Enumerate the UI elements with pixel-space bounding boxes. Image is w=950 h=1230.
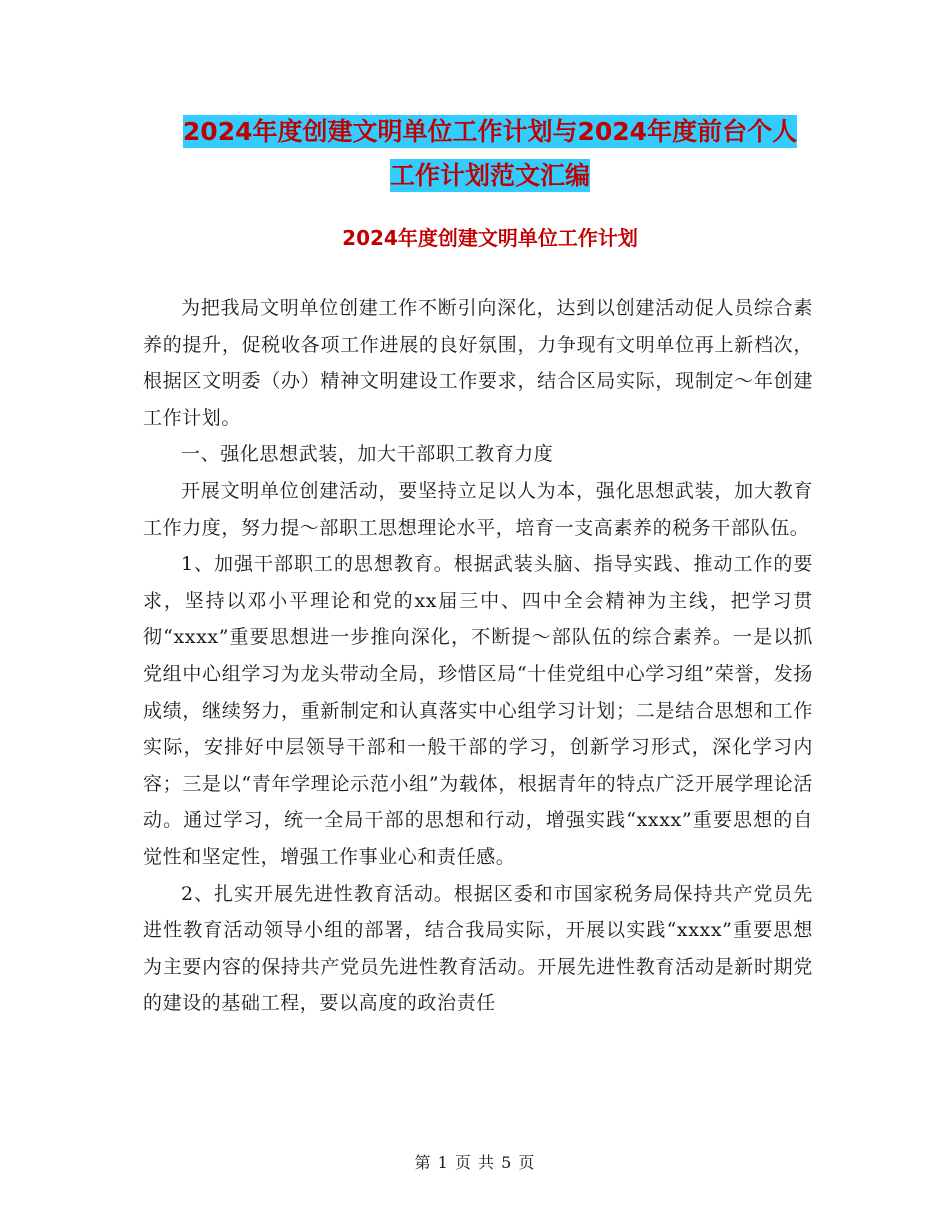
paragraph-heading-1: 一、强化思想武装，加大干部职工教育力度: [181, 443, 554, 466]
page-footer: 第 1 页 共 5 页: [414, 1153, 536, 1172]
document-title-line-2: [140, 154, 840, 198]
paragraph-3: 1、加强干部职工的思想教育。根据武装头脑、指导实践、推动工作的要求，坚持以邓小平理论和党的xx届三中、四中全会精神为主线，把学习贯彻“xxxx”重要思想进一步推向深化，不断提～部队伍的综合素养。一是以抓党组中心组学习为龙头带动全局，珍惜区局“十佳党组中心学习组”荣誉，发扬成绩，继续努力，重新制定和认真落实中心组学习计划；二是结合思想和工作实际，安排好中层领导干部和一般干部的学习，创新学习形式，深化学习内容；三是以“青年学理论示范小组”为载体，根据青年的特点广泛开展学理论活动。通过学习，统一全局干部的思想和行动，增强实践“xxxx”重要思想的自觉性和坚定性，增强工作事业心和责任感。: [143, 553, 813, 868]
document-title-line-1: [140, 110, 840, 154]
paragraph-2: 开展文明单位创建活动，要坚持立足以人为本，强化思想武装，加大教育工作力度，努力提～部职工思想理论水平，培育一支高素养的税务干部队伍。: [143, 479, 813, 539]
title-highlight: 工作计划范文汇编: [389, 161, 590, 190]
title-highlight: 2024年度创建文明单位工作计划与2024年度前台个人: [182, 117, 798, 146]
document-body: [143, 290, 813, 1022]
paragraph-intro: 为把我局文明单位创建工作不断引向深化，达到以创建活动促人员综合素养的提升，促税收各项工作进展的良好氛围，力争现有文明单位再上新档次，根据区文明委（办）精神文明建设工作要求，结合区局实际，现制定～年创建工作计划。: [143, 297, 813, 429]
section-title: 2024年度创建文明单位工作计划: [342, 226, 638, 250]
paragraph-4: 2、扎实开展先进性教育活动。根据区委和市国家税务局保持共产党员先进性教育活动领导小组的部署，结合我局实际，开展以实践“xxxx”重要思想为主要内容的保持共产党员先进性教育活动。开展先进性教育活动是新时期党的建设的基础工程，要以高度的政治责任: [143, 882, 813, 1015]
